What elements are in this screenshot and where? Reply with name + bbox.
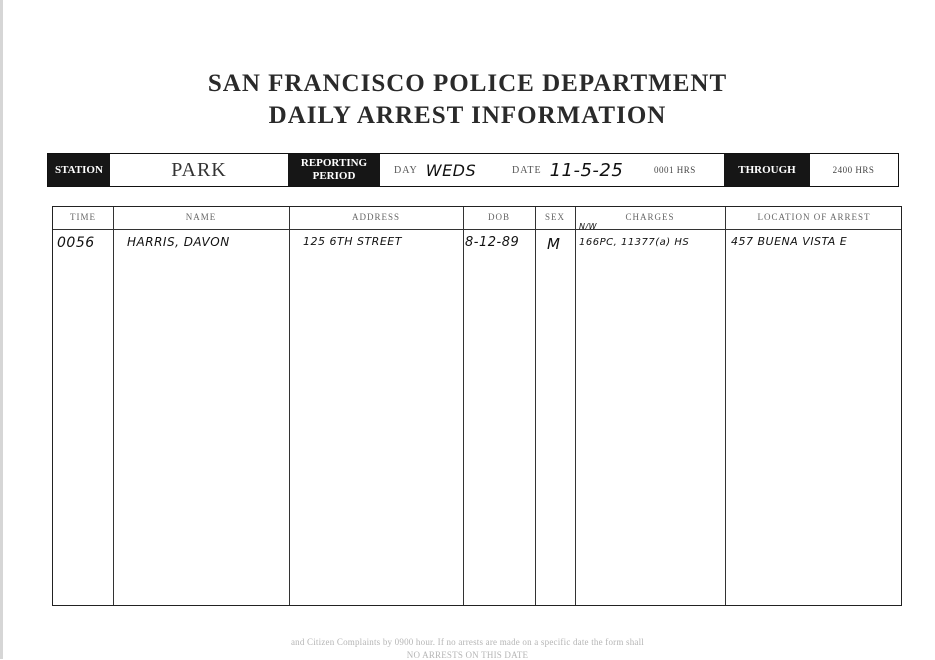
row-charges-note: N/W [579, 222, 598, 231]
row-address: 125 6TH STREET [303, 235, 402, 248]
column-header-location: LOCATION OF ARREST [757, 212, 871, 222]
footer-no-arrests-note: NO ARRESTS ON THIS DATE [406, 650, 529, 660]
day-field [394, 154, 476, 186]
column-header-address: ADDRESS [351, 212, 400, 222]
row-time: 0056 [57, 235, 95, 251]
day-label: DAY [394, 164, 418, 176]
arrest-table [52, 206, 902, 606]
start-hours: 0001 HRS [654, 165, 696, 175]
reporting-label-line1: REPORTING [300, 157, 368, 169]
reporting-header [47, 153, 899, 187]
row-dob: 8-12-89 [465, 235, 520, 250]
column-header-charges: CHARGES [625, 212, 675, 222]
footer-instructions: and Citizen Complaints by 0900 hour. If no arrests are made on a specific date the form shall [290, 637, 644, 647]
row-charges: 166PC, 11377(a) HS [579, 237, 690, 248]
end-hours: 2400 HRS [832, 165, 875, 175]
reporting-label-line2: PERIOD [312, 170, 356, 182]
row-location: 457 BUENA VISTA E [731, 235, 848, 248]
day-value: WEDS [425, 160, 477, 180]
page-title: SAN FRANCISCO POLICE DEPARTMENT [207, 70, 728, 97]
page-edge [0, 0, 3, 659]
station-label: STATION [48, 154, 110, 186]
row-sex: M [547, 235, 561, 253]
station-value: PARK [171, 158, 227, 181]
reporting-period-label [288, 154, 380, 186]
column-header-dob: DOB [487, 212, 510, 222]
column-header-time: TIME [70, 212, 96, 222]
page-subtitle: DAILY ARREST INFORMATION [268, 102, 667, 129]
row-name: HARRIS, DAVON [127, 235, 230, 249]
date-label: DATE [512, 164, 542, 176]
date-value: 11-5-25 [549, 159, 624, 181]
through-label: THROUGH [724, 154, 810, 186]
column-header-sex: SEX [544, 212, 565, 222]
date-field [512, 154, 623, 186]
column-header-name: NAME [185, 212, 217, 222]
